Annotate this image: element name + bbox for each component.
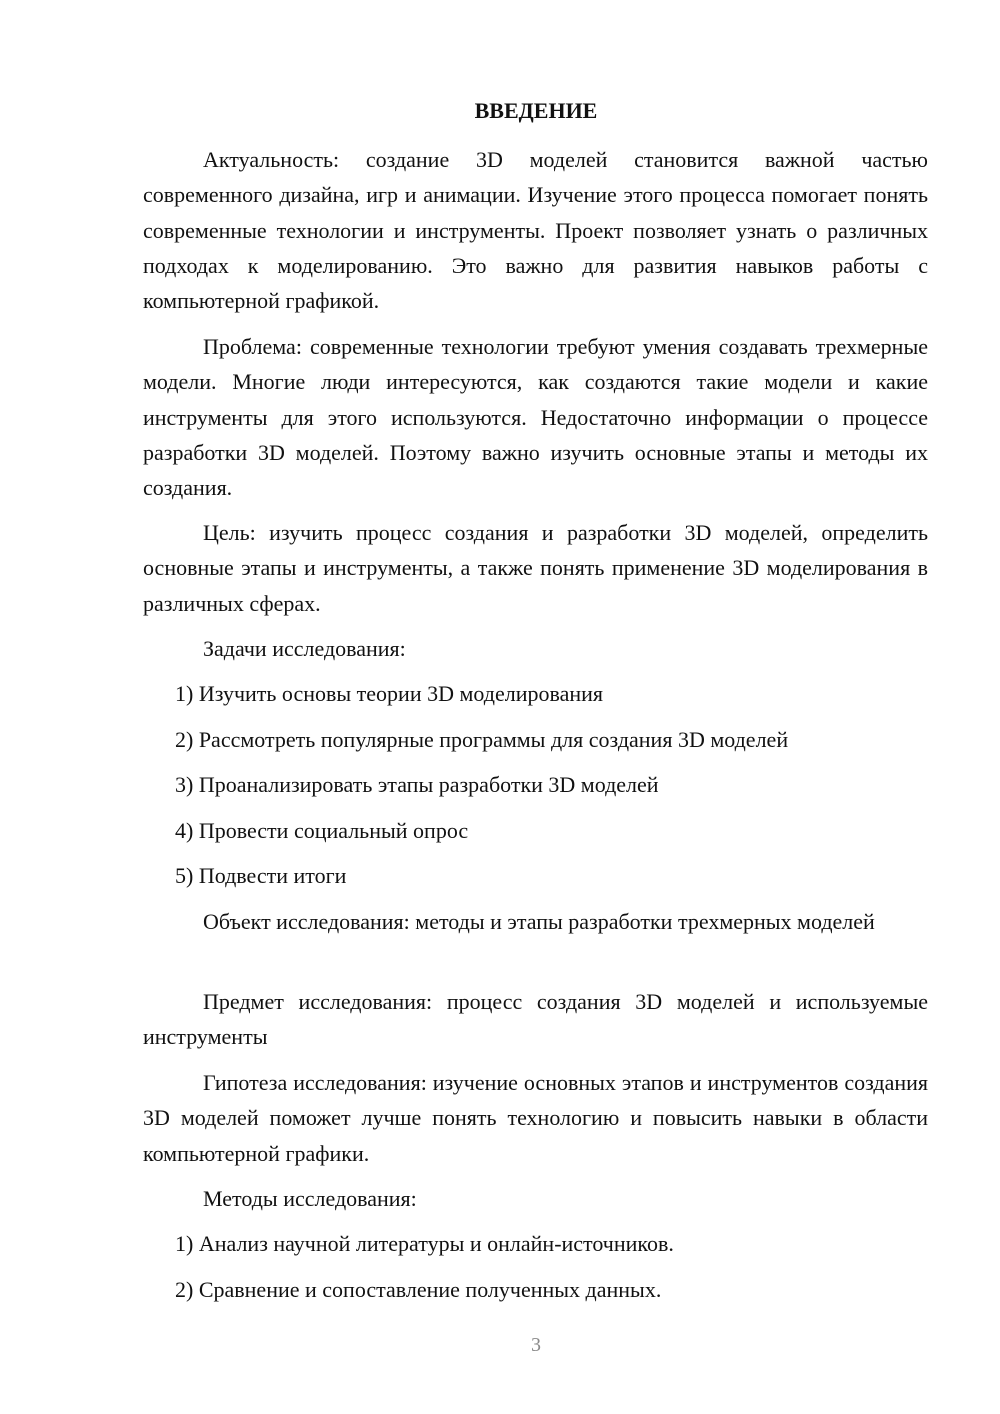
method-item: 1) Анализ научной литературы и онлайн-источников.: [175, 1231, 674, 1256]
tasks-heading: Задачи исследования:: [203, 636, 406, 661]
problem-paragraph: Проблема: современные технологии требуют умения создавать трехмерные модели. Многие люди интересуются, как создаются такие модели и какие инструменты для этого используются. Недостаточно информации о процессе разработки 3D моделей. Поэтому важно изучить основные этапы и методы их создания.: [143, 334, 928, 501]
page-number: 3: [531, 1334, 541, 1356]
task-item: 2) Рассмотреть популярные программы для создания 3D моделей: [175, 727, 789, 752]
methods-heading: Методы исследования:: [203, 1186, 417, 1211]
page-title: ВВЕДЕНИЕ: [474, 98, 598, 123]
task-item: 4) Провести социальный опрос: [175, 818, 469, 843]
task-item: 3) Проанализировать этапы разработки 3D моделей: [175, 772, 659, 797]
goal-paragraph: Цель: изучить процесс создания и разработки 3D моделей, определить основные этапы и инструменты, а также понять применение 3D моделирования в различных сферах.: [143, 520, 928, 616]
relevance-paragraph: Актуальность: создание 3D моделей становится важной частью современного дизайна, игр и анимации. Изучение этого процесса помогает понять современные технологии и инструменты. Проект позволяет узнать о различных подходах к моделированию. Это важно для развития навыков работы с компьютерной графикой.: [143, 147, 928, 314]
task-item: 1) Изучить основы теории 3D моделирования: [175, 681, 604, 706]
hypothesis-paragraph: Гипотеза исследования: изучение основных этапов и инструментов создания 3D моделей поможет лучше понять технологию и повысить навыки в области компьютерной графики.: [143, 1070, 928, 1166]
subject-paragraph: Предмет исследования: процесс создания 3D моделей и используемые инструменты: [143, 989, 928, 1050]
task-item: 5) Подвести итоги: [175, 863, 347, 888]
object-paragraph: Объект исследования: методы и этапы разработки трехмерных моделей: [203, 909, 875, 934]
method-item: 2) Сравнение и сопоставление полученных данных.: [175, 1277, 662, 1302]
